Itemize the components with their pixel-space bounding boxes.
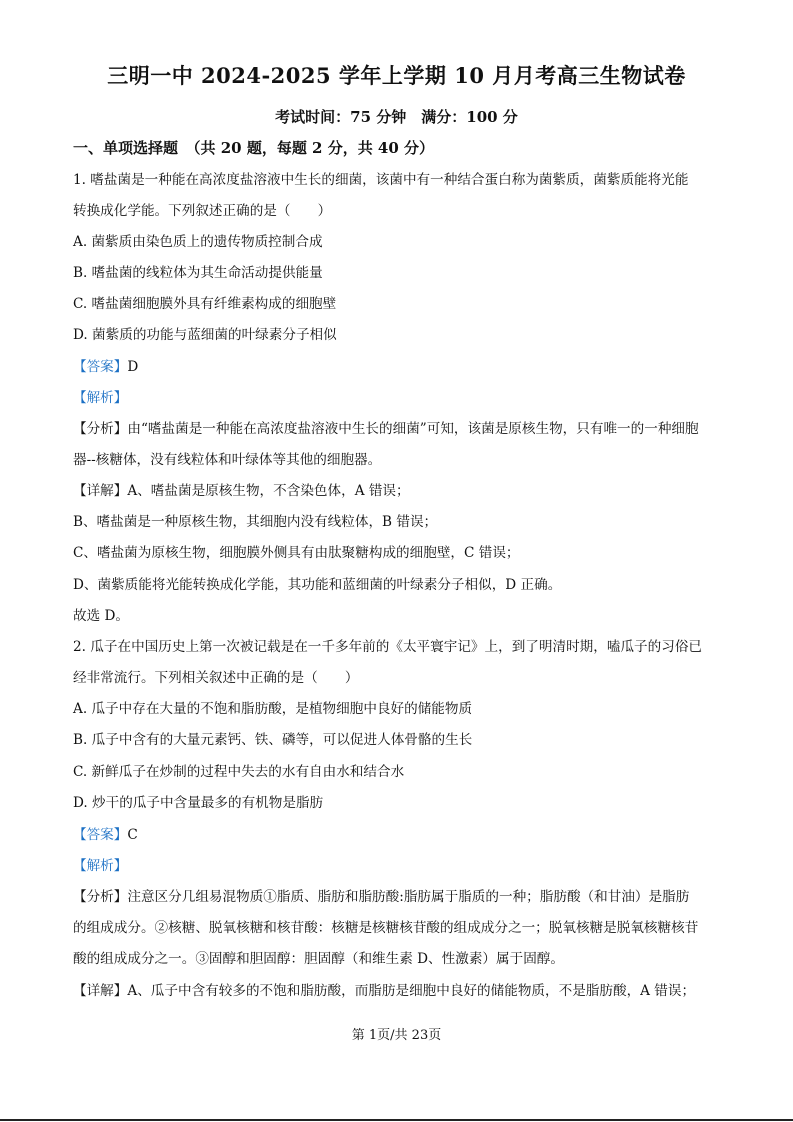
q1-stem-line-2: 转换成化学能。下列叙述正确的是（ ） (73, 203, 332, 219)
detail-tag: 【详解】 (73, 483, 128, 499)
answer-tag: 【答案】 (73, 827, 128, 843)
detail-text: A、嗜盐菌是原核生物，不含染色体，A 错误； (127, 483, 410, 499)
q1-detail-c: C、嗜盐菌为原核生物，细胞膜外侧具有由肽聚糖构成的细胞壁，C 错误； (73, 545, 520, 561)
q1-option-c: C. 嗜盐菌细胞膜外具有纤维素构成的细胞壁 (73, 296, 337, 312)
q2-stem-line-2: 经非常流行。下列相关叙述中正确的是（ ） (73, 670, 359, 686)
analysis-tag: 【解析】 (73, 858, 128, 874)
q2-fenxi-line-1 (73, 888, 689, 906)
fenxi-tag: 【分析】 (73, 889, 128, 905)
analysis-tag: 【解析】 (73, 390, 128, 406)
section-heading: 一、单项选择题 （共 20 题，每题 2 分，共 40 分） (73, 139, 435, 157)
bottom-divider (0, 1119, 793, 1121)
detail-tag: 【详解】 (73, 983, 128, 999)
q1-answer (73, 358, 138, 376)
q1-option-a: A. 菌紫质由染色质上的遗传物质控制合成 (73, 234, 323, 250)
q2-option-a: A. 瓜子中存在大量的不饱和脂肪酸，是植物细胞中良好的储能物质 (73, 701, 473, 717)
q1-option-b: B. 嗜盐菌的线粒体为其生命活动提供能量 (73, 265, 323, 281)
q2-option-c: C. 新鲜瓜子在炒制的过程中失去的水有自由水和结合水 (73, 764, 405, 780)
answer-value: D (127, 359, 139, 375)
q1-fenxi-line-1 (73, 420, 699, 438)
q1-conclusion: 故选 D。 (73, 608, 130, 624)
q1-analysis-tag (73, 389, 127, 407)
fenxi-tag: 【分析】 (73, 421, 128, 437)
page-title: 三明一中 2024-2025 学年上学期 10 月月考高三生物试卷 (107, 63, 686, 88)
q1-option-d: D. 菌紫质的功能与蓝细菌的叶绿素分子相似 (73, 327, 337, 343)
q1-detail-d: D、菌紫质能将光能转换成化学能，其功能和蓝细菌的叶绿素分子相似，D 正确。 (73, 577, 562, 593)
q2-detail-a (73, 982, 695, 1000)
q1-fenxi-line-2: 器--核糖体，没有线粒体和叶绿体等其他的细胞器。 (73, 452, 382, 468)
detail-text: A、瓜子中含有较多的不饱和脂肪酸，而脂肪是细胞中良好的储能物质，不是脂肪酸，A 错误； (127, 983, 696, 999)
q2-fenxi-line-3: 酸的组成成分之一。③固醇和胆固醇：胆固醇（和维生素 D、性激素）属于固醇。 (73, 951, 564, 967)
exam-info: 考试时间：75 分钟 满分：100 分 (275, 108, 518, 126)
q2-fenxi-line-2: 的组成成分。②核糖、脱氧核糖和核苷酸：核糖是核糖核苷酸的组成成分之一；脱氧核糖是脱氧核糖核苷 (73, 920, 699, 936)
q1-detail-b: B、嗜盐菌是一种原核生物，其细胞内没有线粒体，B 错误； (73, 514, 438, 530)
fenxi-text: 由“嗜盐菌是一种能在高浓度盐溶液中生长的细菌”可知，该菌是原核生物，只有唯一的一种细胞 (127, 421, 699, 437)
q2-stem-line-1: 2. 瓜子在中国历史上第一次被记载是在一千多年前的《太平寰宇记》上，到了明清时期，嗑瓜子的习俗已 (73, 639, 703, 655)
q2-analysis-tag (73, 857, 127, 875)
page-footer: 第 1页/共 23页 (351, 1028, 442, 1043)
q1-stem-line-1: 1. 嗜盐菌是一种能在高浓度盐溶液中生长的细菌，该菌中有一种结合蛋白称为菌紫质，菌紫质能将光能 (73, 172, 689, 188)
q1-detail-a (73, 482, 410, 500)
fenxi-text: 注意区分几组易混物质①脂质、脂肪和脂肪酸:脂肪属于脂质的一种；脂肪酸（和甘油）是脂肪 (127, 889, 690, 905)
q2-option-b: B. 瓜子中含有的大量元素钙、铁、磷等，可以促进人体骨骼的生长 (73, 732, 473, 748)
answer-tag: 【答案】 (73, 359, 128, 375)
answer-value: C (127, 827, 138, 843)
q2-answer (73, 826, 138, 844)
q2-option-d: D. 炒干的瓜子中含量最多的有机物是脂肪 (73, 795, 324, 811)
